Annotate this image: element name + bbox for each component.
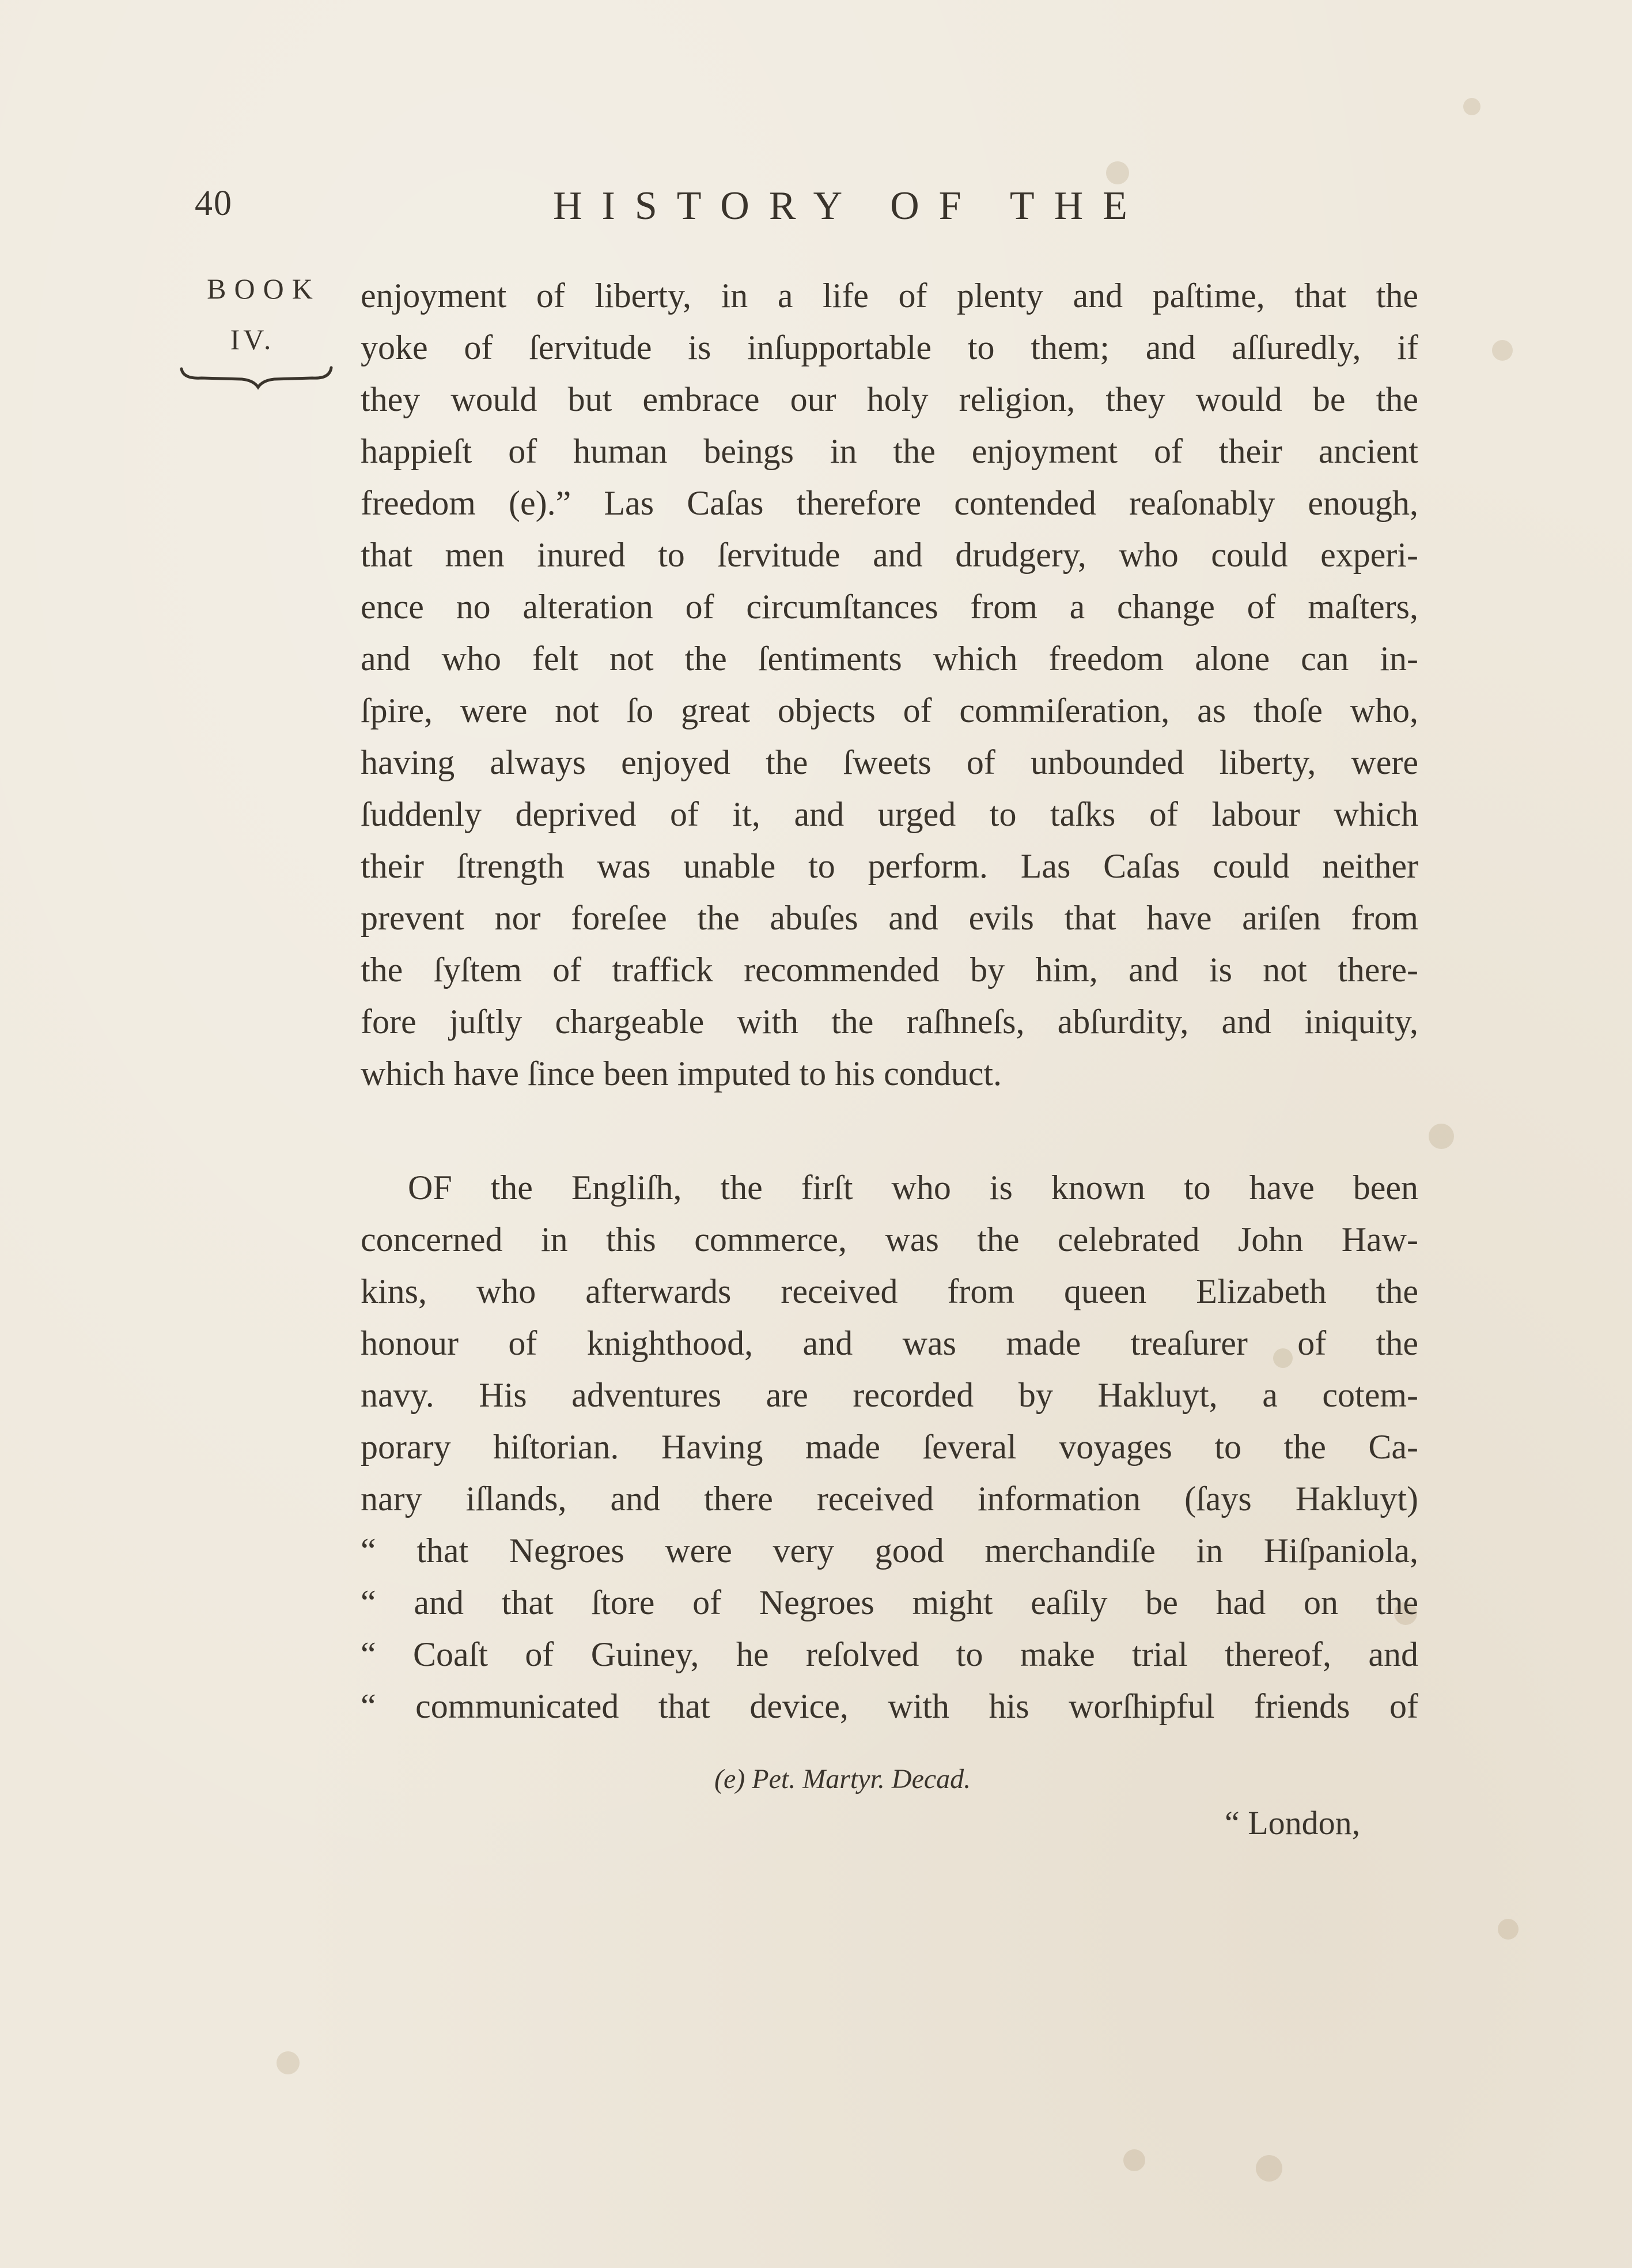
text-line: their ſtrength was unable to perform. Las Caſas could neither <box>361 847 1418 885</box>
foxing-spot <box>1106 161 1129 184</box>
text-line: ence no alteration of circumſtances from a change of maſters, <box>361 588 1418 626</box>
book-label: BOOK <box>207 273 321 305</box>
text-line: honour of knighthood, and was made treaſurer of the <box>361 1324 1418 1362</box>
text-line: yoke of ſervitude is inſupportable to them; and aſſuredly, if <box>361 328 1418 366</box>
text-line: they would but embrace our holy religion, they would be the <box>361 380 1418 418</box>
text-line: kins, who afterwards received from queen Elizabeth the <box>361 1272 1418 1310</box>
body-text <box>361 270 1418 1732</box>
text-line: prevent nor foreſee the abuſes and evils that have ariſen from <box>361 899 1418 937</box>
text-line: nary iſlands, and there received information (ſays Hakluyt) <box>361 1480 1418 1518</box>
foxing-spot <box>277 2051 300 2074</box>
text-line: concerned in this commerce, was the celebrated John Haw- <box>361 1220 1418 1258</box>
text-line: “ that Negroes were very good merchandiſe in Hiſpaniola, <box>361 1532 1418 1570</box>
text-line: which have ſince been imputed to his conduct. <box>361 1054 1002 1093</box>
text-line: enjoyment of liberty, in a life of plenty and paſtime, that the <box>361 277 1418 315</box>
text-line: having always enjoyed the ſweets of unbounded liberty, were <box>361 743 1418 781</box>
book-number: IV. <box>230 323 275 356</box>
paragraph <box>361 270 1418 1099</box>
text-line: the ſyſtem of traffick recommended by him, and is not there- <box>361 951 1418 989</box>
text-line: “ and that ſtore of Negroes might eaſily be had on the <box>361 1583 1418 1621</box>
footnote: (e) Pet. Martyr. Decad. <box>714 1764 971 1794</box>
text-line: ſpire, were not ſo great objects of commiſeration, as thoſe who, <box>361 691 1418 729</box>
text-line: happieſt of human beings in the enjoyment of their ancient <box>361 432 1418 470</box>
brace-ornament <box>179 362 334 391</box>
catchword: “ London, <box>1225 1804 1361 1842</box>
text-line: ſuddenly deprived of it, and urged to taſks of labour which <box>361 795 1418 833</box>
page-number: 40 <box>195 184 233 223</box>
text-line: porary hiſtorian. Having made ſeveral voyages to the Ca- <box>361 1428 1418 1466</box>
foxing-spot <box>1463 98 1480 115</box>
text-line: fore juſtly chargeable with the raſhneſs, abſurdity, and iniquity, <box>361 1003 1418 1041</box>
paragraph <box>361 1162 1418 1732</box>
foxing-spot <box>1492 340 1513 361</box>
paragraph-gap <box>361 1099 1418 1162</box>
foxing-spot <box>1429 1124 1454 1149</box>
text-line: “ communicated that device, with his worſhipful friends of <box>361 1687 1418 1725</box>
text-line: OF the Engliſh, the firſt who is known to have been <box>408 1169 1418 1207</box>
text-line: “ Coaſt of Guiney, he reſolved to make trial thereof, and <box>361 1635 1418 1673</box>
running-head: HISTORY OF THE <box>553 184 1147 228</box>
text-line: and who felt not the ſentiments which freedom alone can in- <box>361 640 1418 678</box>
text-line: that men inured to ſervitude and drudgery, who could experi- <box>361 536 1418 574</box>
text-line: navy. His adventures are recorded by Hakluyt, a cotem- <box>361 1376 1418 1414</box>
foxing-spot <box>1256 2155 1282 2182</box>
foxing-spot <box>1123 2149 1145 2171</box>
text-line: freedom (e).” Las Caſas therefore contended reaſonably enough, <box>361 484 1418 522</box>
foxing-spot <box>1498 1919 1519 1940</box>
